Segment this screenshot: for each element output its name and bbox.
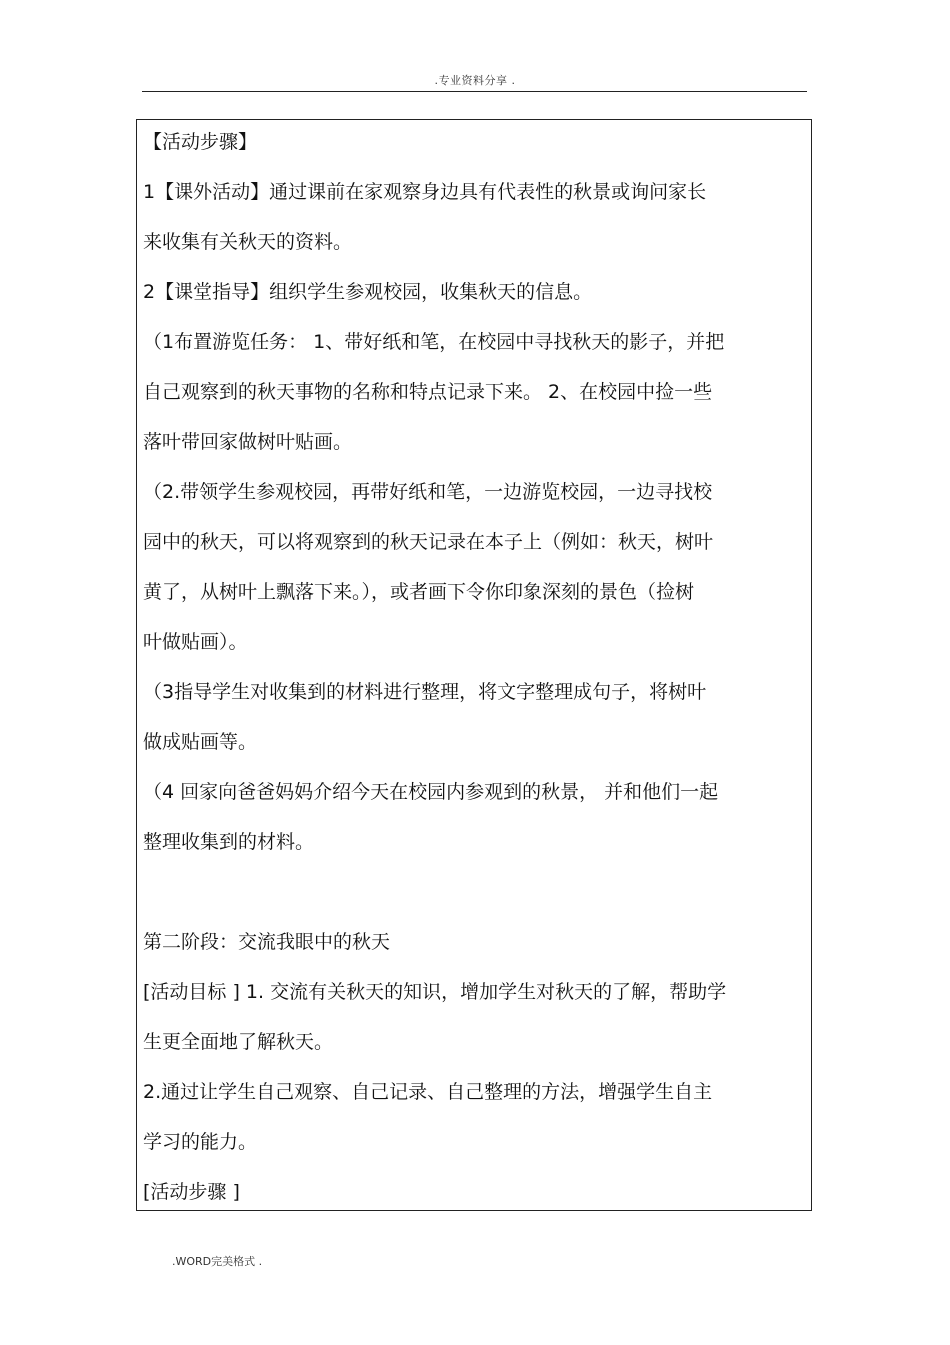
header-rule [142,91,807,92]
text-line: 做成贴画等。 [143,731,258,753]
text-line: 学习的能力。 [143,1131,258,1153]
text-line: （1布置游览任务： 1、带好纸和笔，在校园中寻找秋天的影子，并把 [143,331,725,353]
section-heading: [活动步骤 ] [143,1181,240,1203]
text-line: [活动目标 ] 1. 交流有关秋天的知识，增加学生对秋天的了解，帮助学 [143,981,727,1003]
text-line: 1【课外活动】通过课前在家观察身边具有代表性的秋景或询问家长 [143,181,707,203]
text-line: （4 回家向爸爸妈妈介绍今天在校园内参观到的秋景， 并和他们一起 [143,781,719,803]
section-heading: 【活动步骤】 [143,131,258,153]
text-line: （3指导学生对收集到的材料进行整理，将文字整理成句子，将树叶 [143,681,707,703]
text-line: 2【课堂指导】组织学生参观校园，收集秋天的信息。 [143,281,593,303]
text-line: （2.带领学生参观校园，再带好纸和笔，一边游览校园，一边寻找校 [143,481,713,503]
text-line: 落叶带回家做树叶贴画。 [143,431,353,453]
text-line: 黄了，从树叶上飘落下来。），或者画下令你印象深刻的景色（捡树 [143,581,695,603]
text-line: 园中的秋天，可以将观察到的秋天记录在本子上（例如：秋天，树叶 [143,531,714,553]
text-line: 生更全面地了解秋天。 [143,1031,334,1053]
page-footer: .WORD完美格式 . [172,1255,263,1268]
text-line: 2.通过让学生自己观察、自己记录、自己整理的方法，增强学生自主 [143,1081,713,1103]
text-line: 自己观察到的秋天事物的名称和特点记录下来。 2、在校园中捡一些 [143,381,713,403]
stage-heading: 第二阶段：交流我眼中的秋天 [143,931,391,953]
text-line: 整理收集到的材料。 [143,831,315,853]
text-line: 来收集有关秋天的资料。 [143,231,353,253]
text-line: 叶做贴画）。 [143,631,248,653]
page-header: .专业资料分享 . [434,74,516,87]
